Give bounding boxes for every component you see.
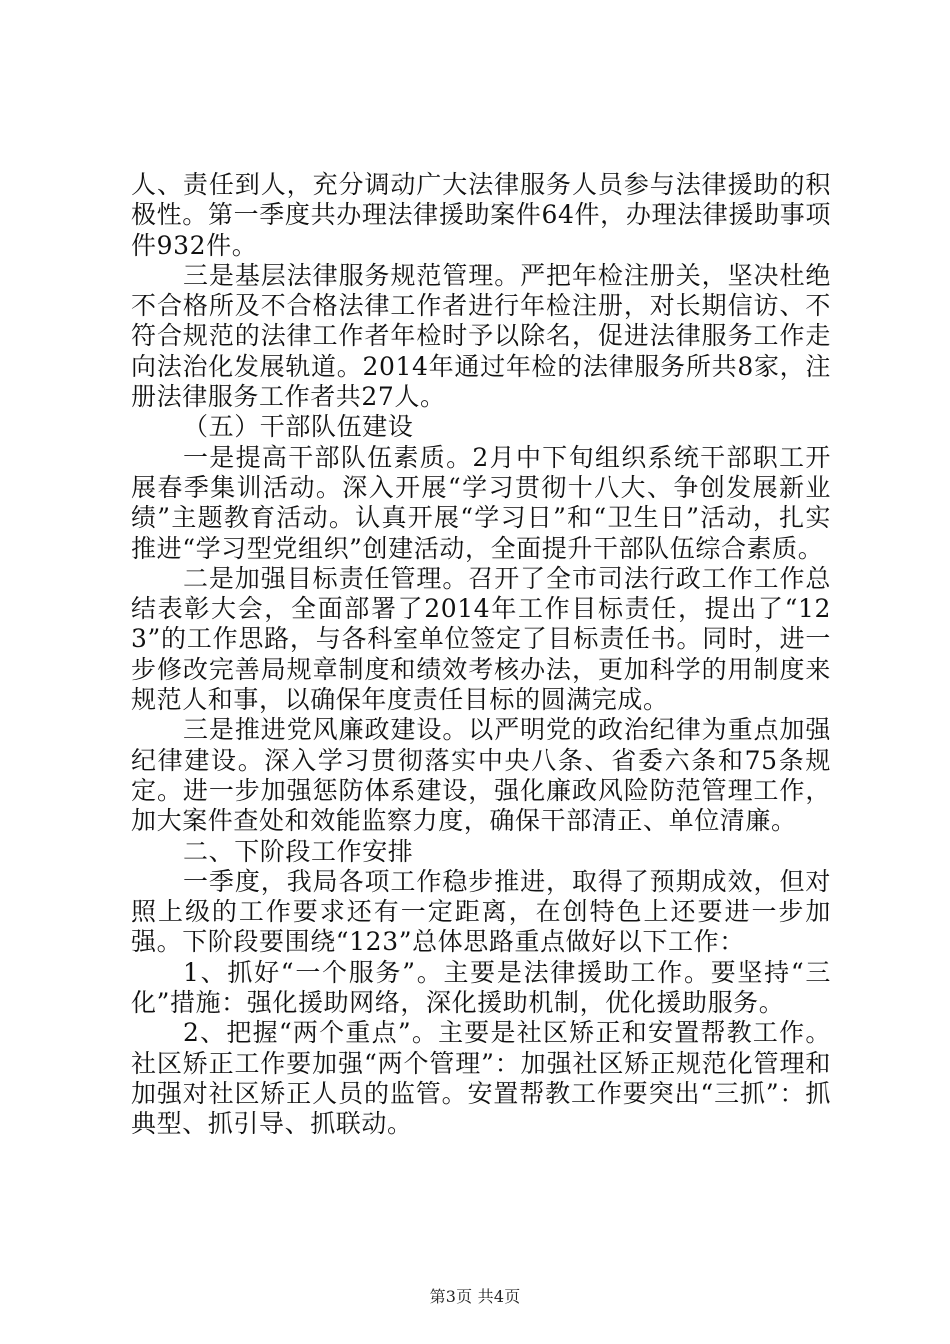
paragraph-continuation: 人、责任到人，充分调动广大法律服务人员参与法律援助的积极性。第一季度共办理法律援助案件64件，办理法律援助事项件932件。 bbox=[131, 170, 831, 260]
paragraph-two-key-points: 2、把握“两个重点”。主要是社区矫正和安置帮教工作。社区矫正工作要加强“两个管理”：加强社区矫正规范化管理和加强对社区矫正人员的监管。安置帮教工作要突出“三抓”：抓典型、抓引导、抓联动。 bbox=[131, 1018, 831, 1139]
paragraph-grassroots-legal-service: 三是基层法律服务规范管理。严把年检注册关，坚决杜绝不合格所及不合格法律工作者进行年检注册，对长期信访、不符合规范的法律工作者年检时予以除名，促进法律服务工作走向法治化发展轨道。2014年通过年检的法律服务所共8家，注册法律服务工作者共27人。 bbox=[131, 260, 831, 412]
section-heading-next-stage: 二、下阶段工作安排 bbox=[183, 836, 414, 866]
paragraph-cadre-quality: 一是提高干部队伍素质。2月中下旬组织系统干部职工开展春季集训活动。深入开展“学习贯彻十八大、争创发展新业绩”主题教育活动。认真开展“学习日”和“卫生日”活动，扎实推进“学习型党组织”创建活动，全面提升干部队伍综合素质。 bbox=[131, 442, 831, 563]
document-body bbox=[131, 170, 831, 1140]
page-number-footer: 第3页 共4页 bbox=[429, 1287, 521, 1306]
paragraph-target-responsibility: 二是加强目标责任管理。召开了全市司法行政工作工作总结表彰大会，全面部署了2014年工作目标责任，提出了“123”的工作思路，与各科室单位签定了目标责任书。同时，进一步修改完善局规章制度和绩效考核办法，更加科学的用制度来规范人和事，以确保年度责任目标的圆满完成。 bbox=[131, 563, 831, 715]
paragraph-next-stage-intro: 一季度，我局各项工作稳步推进，取得了预期成效，但对照上级的工作要求还有一定距离，在创特色上还要进一步加强。下阶段要围绕“123”总体思路重点做好以下工作： bbox=[131, 866, 831, 957]
section-heading-cadre-team: （五）干部队伍建设 bbox=[183, 412, 414, 442]
paragraph-one-service: 1、抓好“一个服务”。主要是法律援助工作。要坚持“三化”措施：强化援助网络，深化援助机制，优化援助服务。 bbox=[131, 957, 831, 1018]
paragraph-party-integrity: 三是推进党风廉政建设。以严明党的政治纪律为重点加强纪律建设。深入学习贯彻落实中央八条、省委六条和75条规定。进一步加强惩防体系建设，强化廉政风险防范管理工作，加大案件查处和效能监察力度，确保干部清正、单位清廉。 bbox=[131, 715, 831, 836]
